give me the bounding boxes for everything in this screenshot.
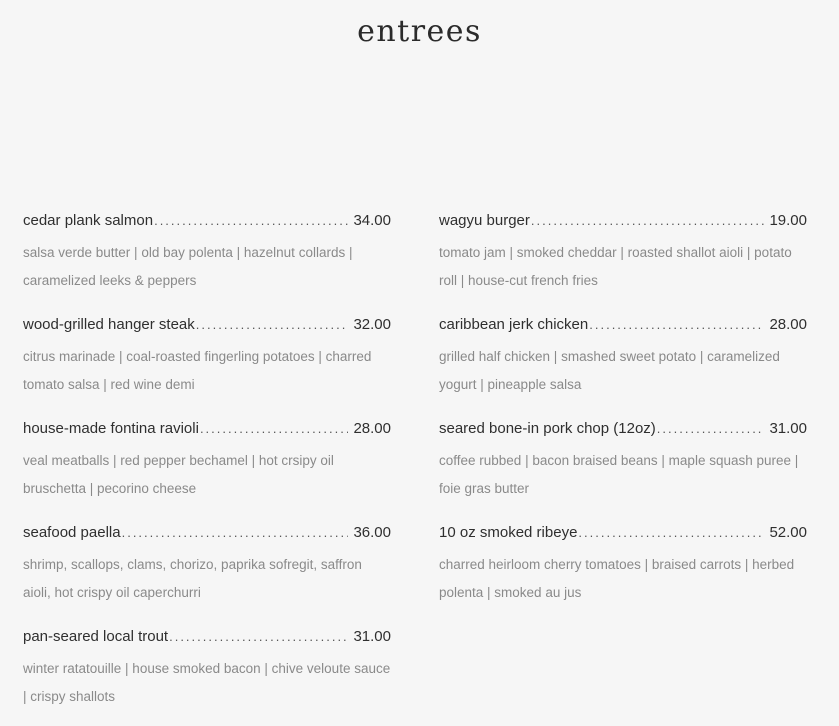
menu-item-description: charred heirloom cherry tomatoes | braised carrots | herbed polenta | smoked au jus	[439, 557, 795, 600]
menu-item-name: caribbean jerk chicken	[439, 316, 589, 333]
menu-item	[439, 420, 807, 524]
dot-leader	[531, 213, 765, 228]
menu-item-name: seared bone-in pork chop (12oz)	[439, 420, 656, 437]
menu-item-price: 34.00	[353, 212, 391, 229]
menu-item-price: 32.00	[353, 316, 391, 333]
menu-item	[23, 524, 391, 628]
menu-item-header	[23, 524, 391, 550]
dot-leader	[154, 213, 348, 228]
menu-item-header	[439, 316, 807, 342]
menu-item	[439, 212, 807, 316]
menu-item	[23, 212, 391, 316]
dot-leader	[589, 317, 764, 332]
menu-item-description: winter ratatouille | house smoked bacon | chive veloute sauce | crispy shallots	[23, 661, 391, 704]
menu-item-price: 31.00	[769, 420, 807, 437]
menu-item-header	[439, 212, 807, 238]
menu-item-price: 19.00	[769, 212, 807, 229]
menu-item-price: 28.00	[769, 316, 807, 333]
menu-item-price: 52.00	[769, 524, 807, 541]
menu-item-name: cedar plank salmon	[23, 212, 154, 229]
menu-item-description: grilled half chicken | smashed sweet potato | caramelized yogurt | pineapple salsa	[439, 349, 780, 392]
dot-leader	[122, 525, 349, 540]
menu-item	[439, 524, 807, 628]
menu-item-name: wagyu burger	[439, 212, 530, 229]
menu-item-header	[23, 212, 391, 238]
dot-leader	[200, 421, 349, 436]
menu-item-header	[23, 420, 391, 446]
menu-item-name: seafood paella	[23, 524, 121, 541]
menu-item-header	[439, 420, 807, 446]
page-title: entrees	[357, 14, 482, 49]
menu-item-name: wood-grilled hanger steak	[23, 316, 195, 333]
menu-column-left	[23, 212, 391, 726]
menu-item-description: shrimp, scallops, clams, chorizo, paprika sofregit, saffron aioli, hot crispy oil caperchurri	[23, 557, 362, 600]
dot-leader	[578, 525, 764, 540]
menu-item-name: 10 oz smoked ribeye	[439, 524, 578, 541]
dot-leader	[196, 317, 349, 332]
menu-item-description: salsa verde butter | old bay polenta | hazelnut collards | caramelized leeks & peppers	[23, 245, 353, 288]
menu-item-name: pan-seared local trout	[23, 628, 169, 645]
menu-item-price: 31.00	[353, 628, 391, 645]
menu-item-name: house-made fontina ravioli	[23, 420, 199, 437]
menu-item-price: 28.00	[353, 420, 391, 437]
dot-leader	[657, 421, 765, 436]
dot-leader	[169, 629, 348, 644]
menu-item-description: veal meatballs | red pepper bechamel | hot crsipy oil bruschetta | pecorino cheese	[23, 453, 334, 496]
menu-item-header	[439, 524, 807, 550]
menu-item-description: coffee rubbed | bacon braised beans | maple squash puree | foie gras butter	[439, 453, 799, 496]
menu-item	[23, 628, 391, 726]
menu-item	[439, 316, 807, 420]
menu-item	[23, 316, 391, 420]
menu-item-description: tomato jam | smoked cheddar | roasted shallot aioli | potato roll | house-cut french fries	[439, 245, 792, 288]
menu-column-right	[439, 212, 807, 628]
menu-item-description: citrus marinade | coal-roasted fingerling potatoes | charred tomato salsa | red wine demi	[23, 349, 372, 392]
menu-item-header	[23, 628, 391, 654]
menu-item-price: 36.00	[353, 524, 391, 541]
menu-item-header	[23, 316, 391, 342]
menu-item	[23, 420, 391, 524]
